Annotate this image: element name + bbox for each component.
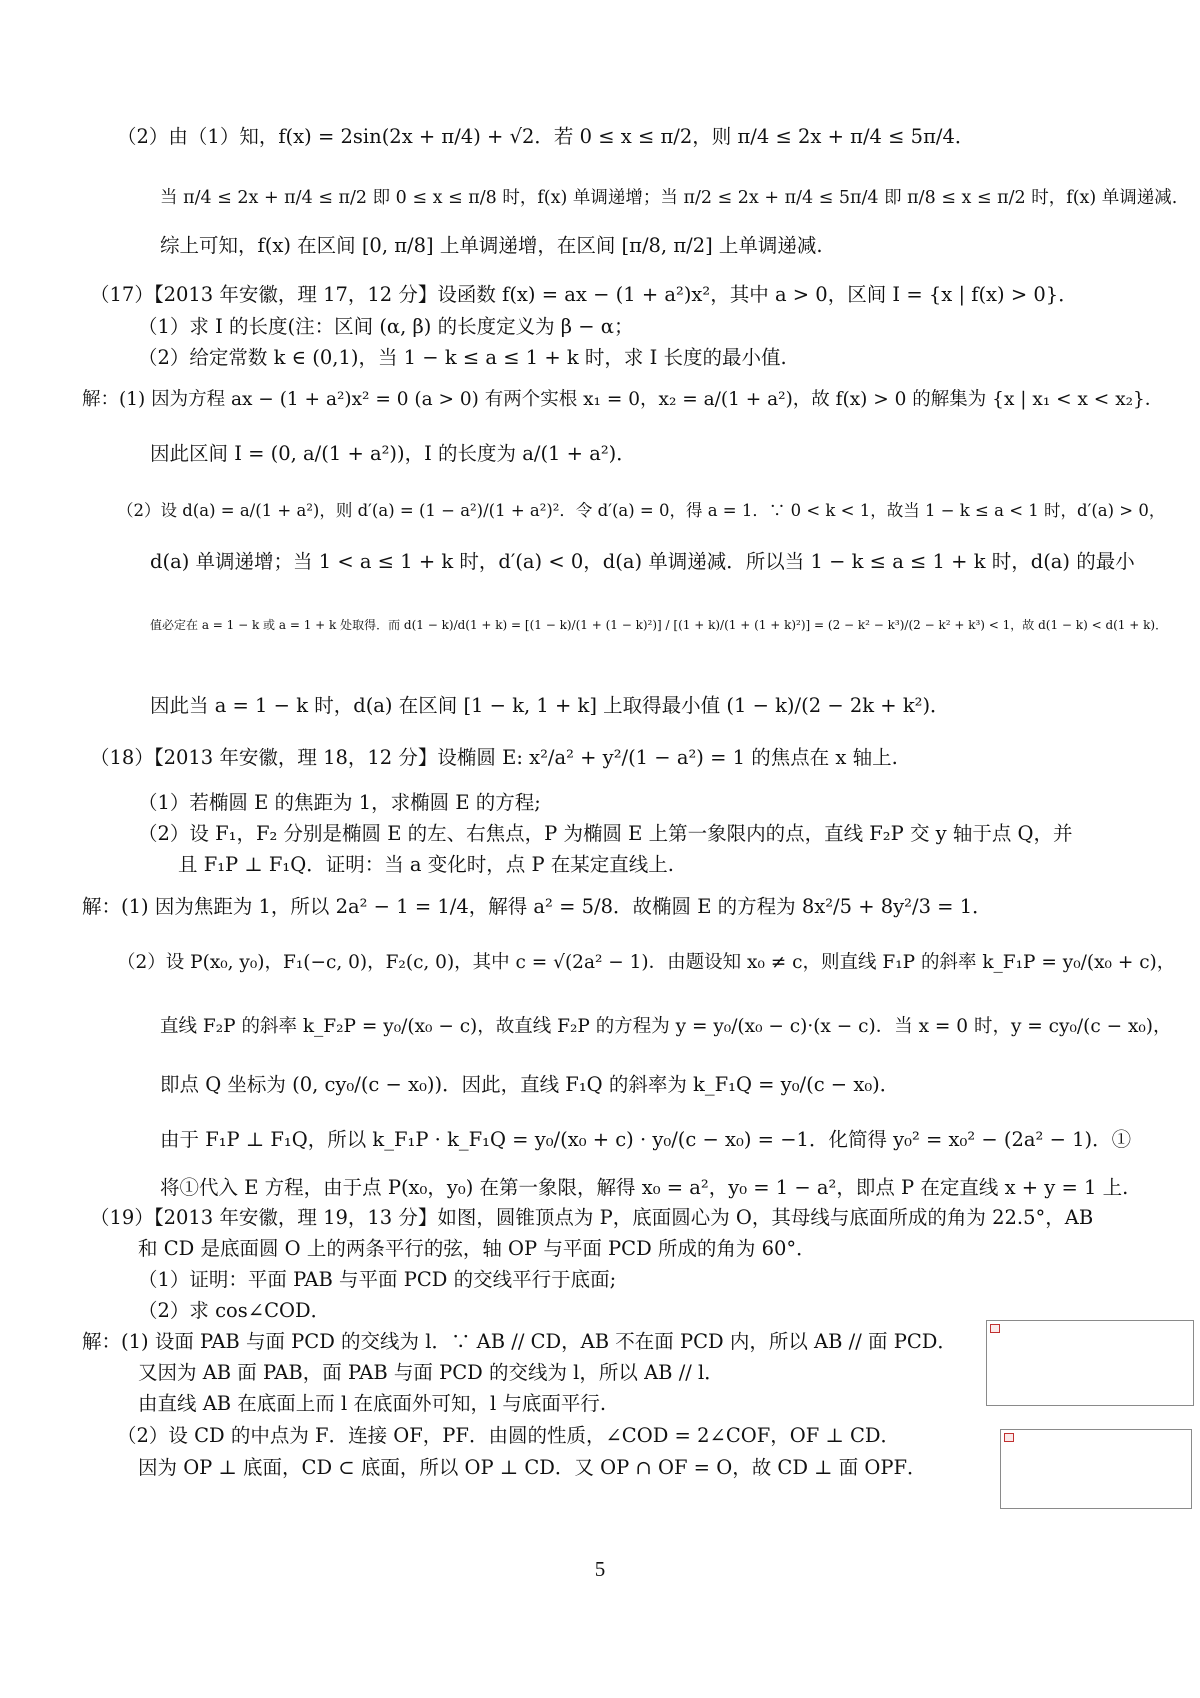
figure-placeholder [1000,1429,1192,1509]
text-line: 解：(1) 因为焦距为 1，所以 2a² − 1 = 1/4，解得 a² = 5/8．故椭圆 E 的方程为 8x²/5 + 8y²/3 = 1． [82,895,992,918]
text-line: 直线 F₂P 的斜率 k_F₂P = y₀/(x₀ − c)，故直线 F₂P 的方程为 y = y₀/(x₀ − c)·(x − c)．当 x = 0 时，y = cy₀/(c − x₀)， [160,1016,1172,1037]
text-line: d(a) 单调递增；当 1 < a ≤ 1 + k 时，d′(a) < 0，d(a) 单调递减．所以当 1 − k ≤ a ≤ 1 + k 时，d(a) 的最小 [150,550,1135,573]
page-number: 5 [594,1557,606,1581]
text-line: （17）【2013 年安徽，理 17，12 分】设函数 f(x) = ax − (1 + a²)x²，其中 a > 0，区间 I = {x | f(x) > 0}． [90,283,1078,306]
broken-image-icon [990,1324,1000,1333]
text-line: （19）【2013 年安徽，理 19，13 分】如图，圆锥顶点为 P，底面圆心为 O，其母线与底面所成的角为 22.5°，AB [90,1206,1094,1229]
broken-image-icon [1004,1433,1014,1442]
text-line: （2）设 P(x₀, y₀)，F₁(−c, 0)，F₂(c, 0)，其中 c = √(2a² − 1)．由题设知 x₀ ≠ c，则直线 F₁P 的斜率 k_F₁P = y₀/(x₀ + c)， [117,952,1176,973]
text-line: （2）设 F₁，F₂ 分别是椭圆 E 的左、右焦点，P 为椭圆 E 上第一象限内的点，直线 F₂P 交 y 轴于点 Q，并 [138,822,1073,845]
text-line: 又因为 AB 面 PAB，面 PAB 与面 PCD 的交线为 l，所以 AB // l． [138,1361,724,1384]
text-line: 值必定在 a = 1 − k 或 a = 1 + k 处取得．而 d(1 − k)/d(1 + k) = [(1 − k)/(1 + (1 − k)²)] / [(1 + k)/(1 + (1 + k)²)] = (2 − k² − k³)/(2 − k² + k³) < 1，故 d(1 − k) < d(1 + k)． [150,618,1168,632]
text-line: （1）证明：平面 PAB 与平面 PCD 的交线平行于底面; [138,1268,617,1291]
text-line: 且 F₁P ⊥ F₁Q．证明：当 a 变化时，点 P 在某定直线上. [178,853,674,876]
text-line: 和 CD 是底面圆 O 上的两条平行的弦，轴 OP 与平面 PCD 所成的角为 60°． [138,1237,816,1260]
text-line: 由直线 AB 在底面上而 l 在底面外可知，l 与底面平行. [138,1392,607,1415]
text-line: 因为 OP ⊥ 底面，CD ⊂ 底面，所以 OP ⊥ CD．又 OP ∩ OF = O，故 CD ⊥ 面 OPF． [138,1456,927,1479]
text-line: （2）给定常数 k ∈ (0,1)，当 1 − k ≤ a ≤ 1 + k 时，求 I 长度的最小值. [138,346,787,369]
text-line: （2）设 d(a) = a/(1 + a²)，则 d′(a) = (1 − a²)/(1 + a²)²．令 d′(a) = 0，得 a = 1．∵ 0 < k < 1，故当 1 − k ≤ a < 1 时，d′(a) > 0， [117,501,1166,520]
figure-placeholder [986,1320,1194,1406]
text-line: 因此当 a = 1 − k 时，d(a) 在区间 [1 − k, 1 + k] 上取得最小值 (1 − k)/(2 − 2k + k²)． [150,694,950,717]
text-line: 解：(1) 设面 PAB 与面 PCD 的交线为 l．∵ AB // CD，AB 不在面 PCD 内，所以 AB // 面 PCD． [82,1330,957,1353]
text-line: （1）求 I 的长度(注：区间 (α, β) 的长度定义为 β − α； [138,315,634,338]
text-line: 解：(1) 因为方程 ax − (1 + a²)x² = 0 (a > 0) 有两个实根 x₁ = 0，x₂ = a/(1 + a²)，故 f(x) > 0 的解集为 {x | x₁ < x < x₂}． [82,389,1164,410]
text-line: 即点 Q 坐标为 (0, cy₀/(c − x₀))．因此，直线 F₁Q 的斜率为 k_F₁Q = y₀/(c − x₀)． [160,1073,900,1096]
text-line: （2）由（1）知，f(x) = 2sin(2x + π/4) + √2．若 0 ≤ x ≤ π/2，则 π/4 ≤ 2x + π/4 ≤ 5π/4． [117,125,975,148]
text-line: （2）求 cos∠COD． [138,1299,331,1322]
text-line: 综上可知，f(x) 在区间 [0, π/8] 上单调递增，在区间 [π/8, π/2] 上单调递减. [160,234,823,257]
text-line: 当 π/4 ≤ 2x + π/4 ≤ π/2 即 0 ≤ x ≤ π/8 时，f(x) 单调递增；当 π/2 ≤ 2x + π/4 ≤ 5π/4 即 π/8 ≤ x ≤ π/2 时，f(x) 单调递减. [160,188,1178,208]
text-line: 因此区间 I = (0, a/(1 + a²))，I 的长度为 a/(1 + a²)． [150,442,636,465]
text-line: 由于 F₁P ⊥ F₁Q，所以 k_F₁P · k_F₁Q = y₀/(x₀ + c) · y₀/(c − x₀) = −1．化简得 y₀² = x₀² − (2a² − 1)．① [160,1128,1132,1151]
text-line: （18）【2013 年安徽，理 18，12 分】设椭圆 E: x²/a² + y²/(1 − a²) = 1 的焦点在 x 轴上. [90,746,898,769]
text-line: （1）若椭圆 E 的焦距为 1，求椭圆 E 的方程; [138,791,541,814]
text-line: 将①代入 E 方程，由于点 P(x₀，y₀) 在第一象限，解得 x₀ = a²，y₀ = 1 − a²，即点 P 在定直线 x + y = 1 上. [160,1176,1129,1199]
text-line: （2）设 CD 的中点为 F．连接 OF，PF．由圆的性质，∠COD = 2∠COF，OF ⊥ CD． [117,1424,901,1447]
